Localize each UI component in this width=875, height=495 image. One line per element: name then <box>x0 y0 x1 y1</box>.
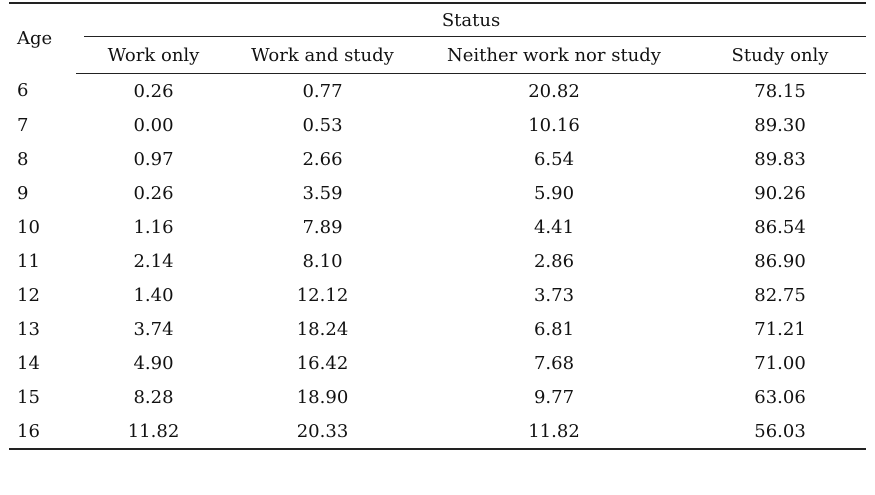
study-only-cell: 89.30 <box>754 114 806 136</box>
work-and-study-cell: 2.66 <box>302 148 343 170</box>
study-only-cell: 71.21 <box>754 318 806 340</box>
work-only-cell: 0.00 <box>133 114 174 136</box>
age-cell: 13 <box>17 318 40 340</box>
age-cell: 7 <box>17 114 29 136</box>
table-row <box>9 244 866 278</box>
study-only-cell: 82.75 <box>754 284 806 306</box>
study-only-cell: 71.00 <box>754 352 806 374</box>
neither-cell: 20.82 <box>528 80 580 102</box>
status-by-age-table <box>9 2 866 450</box>
neither-cell: 3.73 <box>533 284 575 306</box>
work-and-study-cell: 12.12 <box>296 284 349 306</box>
neither-cell: 7.68 <box>533 352 575 374</box>
neither-cell: 5.90 <box>533 182 575 204</box>
column-header-work-only: Work only <box>76 37 231 74</box>
work-and-study-cell: 16.42 <box>296 352 349 374</box>
table-body <box>9 74 866 450</box>
work-only-cell: 1.16 <box>133 216 174 238</box>
neither-cell: 10.16 <box>528 114 580 136</box>
table-row <box>9 346 866 380</box>
column-header-work-and-study: Work and study <box>231 37 414 74</box>
study-only-cell: 63.06 <box>754 386 806 408</box>
work-only-cell: 0.97 <box>133 148 174 170</box>
status-group-rule <box>84 36 866 37</box>
work-and-study-cell: 7.89 <box>302 216 343 238</box>
age-cell: 12 <box>17 284 40 306</box>
table-row <box>9 108 866 142</box>
table-row <box>9 312 866 346</box>
age-cell: 8 <box>17 148 29 170</box>
table-row <box>9 278 866 312</box>
table-row <box>9 142 866 176</box>
work-only-cell: 0.26 <box>133 182 174 204</box>
neither-cell: 11.82 <box>414 414 694 449</box>
study-only-cell: 90.26 <box>754 182 806 204</box>
age-cell: 10 <box>17 216 40 238</box>
neither-cell: 2.86 <box>533 250 575 272</box>
column-header-study-only: Study only <box>694 37 866 74</box>
table-header <box>9 3 866 74</box>
work-and-study-cell: 18.90 <box>296 386 349 408</box>
age-cell: 14 <box>17 352 40 374</box>
work-only-cell: 2.14 <box>133 250 174 272</box>
study-only-cell: 86.54 <box>754 216 806 238</box>
column-header-neither: Neither work nor study <box>414 37 694 74</box>
study-only-cell: 78.15 <box>754 80 806 102</box>
neither-cell: 4.41 <box>533 216 575 238</box>
table-row <box>9 176 866 210</box>
work-and-study-cell: 0.77 <box>302 80 343 102</box>
header-row-group <box>9 3 866 37</box>
age-column-header: Age <box>9 3 76 74</box>
table-row <box>9 210 866 244</box>
work-and-study-cell: 3.59 <box>302 182 343 204</box>
work-only-cell: 3.74 <box>133 318 174 340</box>
neither-cell: 6.54 <box>533 148 575 170</box>
table-row <box>9 380 866 414</box>
neither-cell: 6.81 <box>533 318 575 340</box>
work-and-study-cell: 0.53 <box>302 114 343 136</box>
work-and-study-cell: 8.10 <box>302 250 343 272</box>
work-only-cell: 4.90 <box>133 352 174 374</box>
age-cell: 16 <box>9 414 76 449</box>
status-group-label: Status <box>441 10 501 31</box>
neither-cell: 9.77 <box>533 386 575 408</box>
study-only-cell: 86.90 <box>754 250 806 272</box>
table-row <box>9 74 866 109</box>
work-and-study-cell: 20.33 <box>231 414 414 449</box>
age-cell: 15 <box>17 386 40 408</box>
age-cell: 6 <box>17 80 29 102</box>
study-only-cell: 56.03 <box>694 414 866 449</box>
table-row <box>9 414 866 449</box>
status-group-header <box>76 3 866 37</box>
work-only-cell: 1.40 <box>133 284 174 306</box>
header-row-columns <box>9 37 866 74</box>
work-only-cell: 11.82 <box>76 414 231 449</box>
study-only-cell: 89.83 <box>754 148 806 170</box>
work-and-study-cell: 18.24 <box>296 318 349 340</box>
work-only-cell: 0.26 <box>133 80 174 102</box>
work-only-cell: 8.28 <box>133 386 174 408</box>
age-cell: 9 <box>17 182 29 204</box>
age-cell: 11 <box>17 250 40 272</box>
